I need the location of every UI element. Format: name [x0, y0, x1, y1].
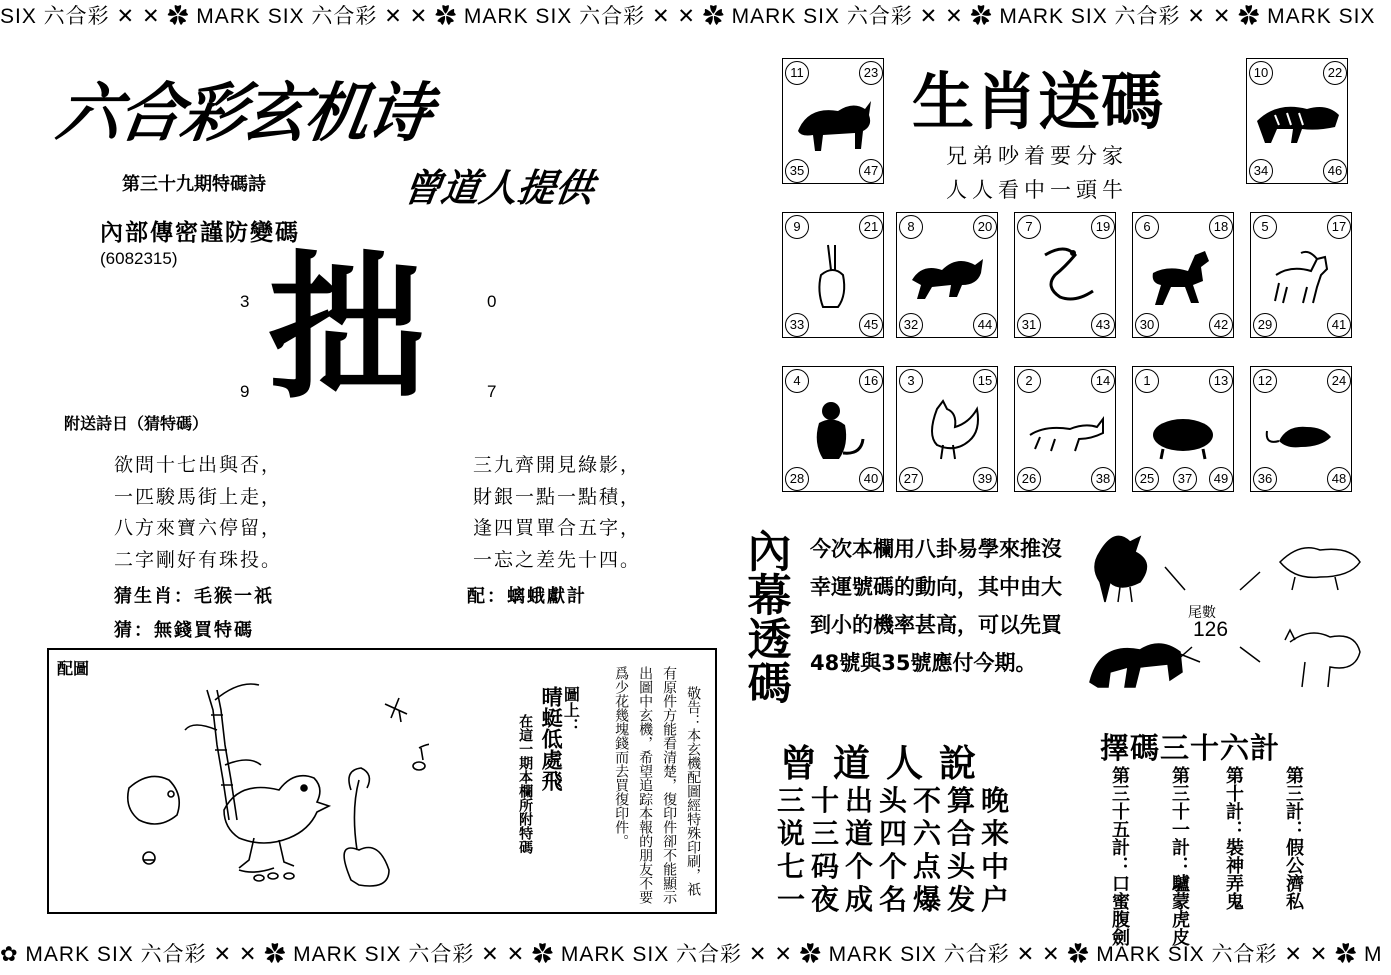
- zodiac-number: 6: [1135, 215, 1159, 239]
- zodiac-card-horse: [1132, 212, 1234, 338]
- zodiac-number: 49: [1209, 467, 1233, 491]
- poem-right-column: [473, 450, 641, 576]
- rooster-icon: [897, 379, 997, 479]
- poem-line: 八方來寶六停留，: [114, 517, 283, 539]
- horse-icon: [1133, 225, 1233, 325]
- say-line: 一夜成名爆发户: [777, 883, 1016, 916]
- zodiac-card-rat: [1250, 366, 1352, 492]
- goat-icon: [1251, 225, 1351, 325]
- note-column: 在這一期本欄所附特碼: [517, 714, 534, 854]
- zodiac-number: 45: [859, 313, 883, 337]
- pig-icon: [1133, 379, 1233, 479]
- say-line: 三十出头不算晚: [777, 784, 1016, 817]
- zodiac-number: 18: [1209, 215, 1233, 239]
- zodiac-number: 2: [1017, 369, 1041, 393]
- note-column: 出圖中玄機，希望追踪本報的朋友不要: [637, 666, 654, 904]
- zodiac-number: 46: [1323, 159, 1347, 183]
- ox-icon: [783, 71, 883, 171]
- zodiac-number: 33: [785, 313, 809, 337]
- rabbit-icon: [783, 225, 883, 325]
- poem-line: 一忘之差先十四。: [473, 548, 642, 571]
- monkey-icon: [783, 379, 883, 479]
- snake-icon: [1015, 225, 1115, 325]
- plan-column: 第三十一計：驢蒙虎皮: [1169, 766, 1190, 946]
- zodiac-number: 31: [1017, 313, 1041, 337]
- zodiac-number: 21: [859, 215, 883, 239]
- inside-text: 今次本欄用八卦易學來推沒幸運號碼的動向，其中由大到小的機率甚高，可以先買48號與35號應付今期。: [810, 537, 1062, 675]
- zodiac-number: 48: [1327, 467, 1351, 491]
- big-hint-character: 拙: [268, 237, 426, 421]
- zodiac-number: 12: [1253, 369, 1277, 393]
- page-title: 六合彩玄机诗: [51, 77, 435, 151]
- zodiac-number: 38: [1091, 467, 1115, 491]
- zodiac-poem-line: 兄弟吵着要分家: [946, 144, 1128, 168]
- caption-a: 圖上：: [561, 686, 581, 734]
- secret-code: (6082315): [100, 249, 178, 268]
- zodiac-number: 9: [785, 215, 809, 239]
- zodiac-number: 26: [1017, 467, 1041, 491]
- corner-number: 3: [240, 292, 250, 311]
- zodiac-number: 27: [899, 467, 923, 491]
- zodiac-card-monkey: [782, 366, 884, 492]
- plan-column: 第三計：假公濟私: [1283, 766, 1304, 910]
- dog-icon: [1015, 379, 1115, 479]
- zodiac-card-snake: [1014, 212, 1116, 338]
- bottom-banner: ✿ MARK SIX 六合彩 ✕ ✕ ✿ MARK SIX 六合彩 ✕ ✕ ✿ MARK SIX 六合彩 ✕ ✕ ✿ MARK SIX 六合彩 ✕ ✕ ✿ MARK SIX 六合彩 ✕ ✕ ✿ M: [0, 943, 1383, 966]
- zodiac-number: 42: [1209, 313, 1233, 337]
- plans-title: 擇碼三十六計: [1100, 731, 1281, 765]
- zodiac-card-goat: [1250, 212, 1352, 338]
- zodiac-number: 17: [1327, 215, 1351, 239]
- secret-heading: 內部傳密謹防變碼: [100, 220, 300, 246]
- zodiac-number: 40: [859, 467, 883, 491]
- zodiac-number: 16: [859, 369, 883, 393]
- zodiac-card-tiger: [1246, 58, 1348, 184]
- poem-line: 三九齊開見綠影，: [473, 454, 642, 476]
- zodiac-number: 15: [973, 369, 997, 393]
- zodiac-card-dog: [1014, 366, 1116, 492]
- poem-left-column: [114, 450, 282, 576]
- tail-label: 尾數: [1188, 604, 1216, 620]
- provider-title: 曾道人提供: [400, 166, 597, 210]
- zodiac-number: 22: [1323, 61, 1347, 85]
- zodiac-number: 41: [1327, 313, 1351, 337]
- zodiac-number: 29: [1253, 313, 1277, 337]
- zodiac-card-pig: [1132, 366, 1234, 492]
- say-title: 曾道人說: [780, 742, 992, 785]
- zodiac-card-ox: [782, 58, 884, 184]
- zodiac-card-rabbit: [782, 212, 884, 338]
- issue-label: 第三十九期特碼詩: [122, 174, 266, 195]
- zodiac-number: 20: [973, 215, 997, 239]
- zodiac-card-rooster: [896, 366, 998, 492]
- zodiac-number: 19: [1091, 215, 1115, 239]
- rat-icon: [1251, 379, 1351, 479]
- zodiac-number: 24: [1327, 369, 1351, 393]
- zodiac-number: 36: [1253, 467, 1277, 491]
- zodiac-number: 39: [973, 467, 997, 491]
- zodiac-number: 14: [1091, 369, 1115, 393]
- zodiac-number: 47: [859, 159, 883, 183]
- corner-number: 9: [240, 382, 250, 401]
- say-line: 七码个个点头中: [777, 850, 1016, 883]
- dragon-icon: [897, 225, 997, 325]
- poem-heading: 附送詩日（猜特碼）: [64, 414, 209, 433]
- zodiac-number: 8: [899, 215, 923, 239]
- corner-number: 0: [487, 292, 497, 311]
- zodiac-poem-line: 人人看中一頭牛: [946, 178, 1128, 202]
- guess-pair: 配：螭蛾獻計: [467, 586, 587, 607]
- zodiac-card-dragon: [896, 212, 998, 338]
- zodiac-number: 10: [1249, 61, 1273, 85]
- tail-value: 126: [1193, 618, 1229, 641]
- corner-number: 7: [487, 382, 497, 401]
- poem-line: 二字剛好有珠投。: [114, 548, 283, 571]
- plan-column: 第三十五計：口蜜腹劍: [1109, 766, 1130, 946]
- zodiac-number: 7: [1017, 215, 1041, 239]
- inside-heading: 內幕透碼: [739, 528, 791, 704]
- poem-line: 一匹駿馬街上走，: [114, 485, 283, 508]
- zodiac-number: 1: [1135, 369, 1159, 393]
- tiger-icon: [1247, 71, 1347, 171]
- zodiac-number: 43: [1091, 313, 1115, 337]
- zodiac-number: 25: [1135, 467, 1159, 491]
- say-line: 说三道四六合来: [777, 817, 1016, 850]
- picture-box: [47, 648, 717, 914]
- poem-line: 欲問十七出與否，: [114, 454, 283, 476]
- zodiac-title: 生肖送碼: [912, 65, 1165, 138]
- poem-line: 財銀一點一點積，: [473, 485, 642, 508]
- zodiac-number: 23: [859, 61, 883, 85]
- zodiac-number: 4: [785, 369, 809, 393]
- poem-line: 逢四買單合五字，: [473, 517, 642, 539]
- note-column: 敬告：本玄機配圖經特殊印刷，祇: [685, 686, 702, 896]
- picture-label: 配圖: [57, 659, 90, 678]
- zodiac-number: 5: [1253, 215, 1277, 239]
- zodiac-number: 11: [785, 61, 809, 85]
- note-column: 有原件方能看清楚，復印件卻不能顯示: [661, 666, 678, 904]
- guess-zodiac: 猜生肖：毛猴一祇: [114, 586, 274, 607]
- zodiac-number: 35: [785, 159, 809, 183]
- zodiac-number: 30: [1135, 313, 1159, 337]
- caption-b: 晴蜓低處飛: [539, 686, 564, 791]
- top-banner: SIX 六合彩 ✕ ✕ ✿ MARK SIX 六合彩 ✕ ✕ ✿ MARK SIX 六合彩 ✕ ✕ ✿ MARK SIX 六合彩 ✕ ✕ ✿ MARK SIX 六合彩 ✕ ✕ ✿ MARK SIX: [0, 5, 1376, 28]
- zodiac-number: 32: [899, 313, 923, 337]
- zodiac-number: 34: [1249, 159, 1273, 183]
- zodiac-number: 44: [973, 313, 997, 337]
- zodiac-number: 37: [1173, 467, 1197, 491]
- bagua-animals-illustration: [1080, 522, 1370, 702]
- guess-number: 猜：無錢買特碼: [114, 620, 254, 641]
- zodiac-number: 28: [785, 467, 809, 491]
- duck-bamboo-illustration: [89, 670, 429, 900]
- plan-column: 第十計：裝神弄鬼: [1223, 766, 1244, 910]
- note-column: 爲少花幾塊錢而去買復印件。: [613, 666, 630, 848]
- zodiac-number: 3: [899, 369, 923, 393]
- zodiac-number: 13: [1209, 369, 1233, 393]
